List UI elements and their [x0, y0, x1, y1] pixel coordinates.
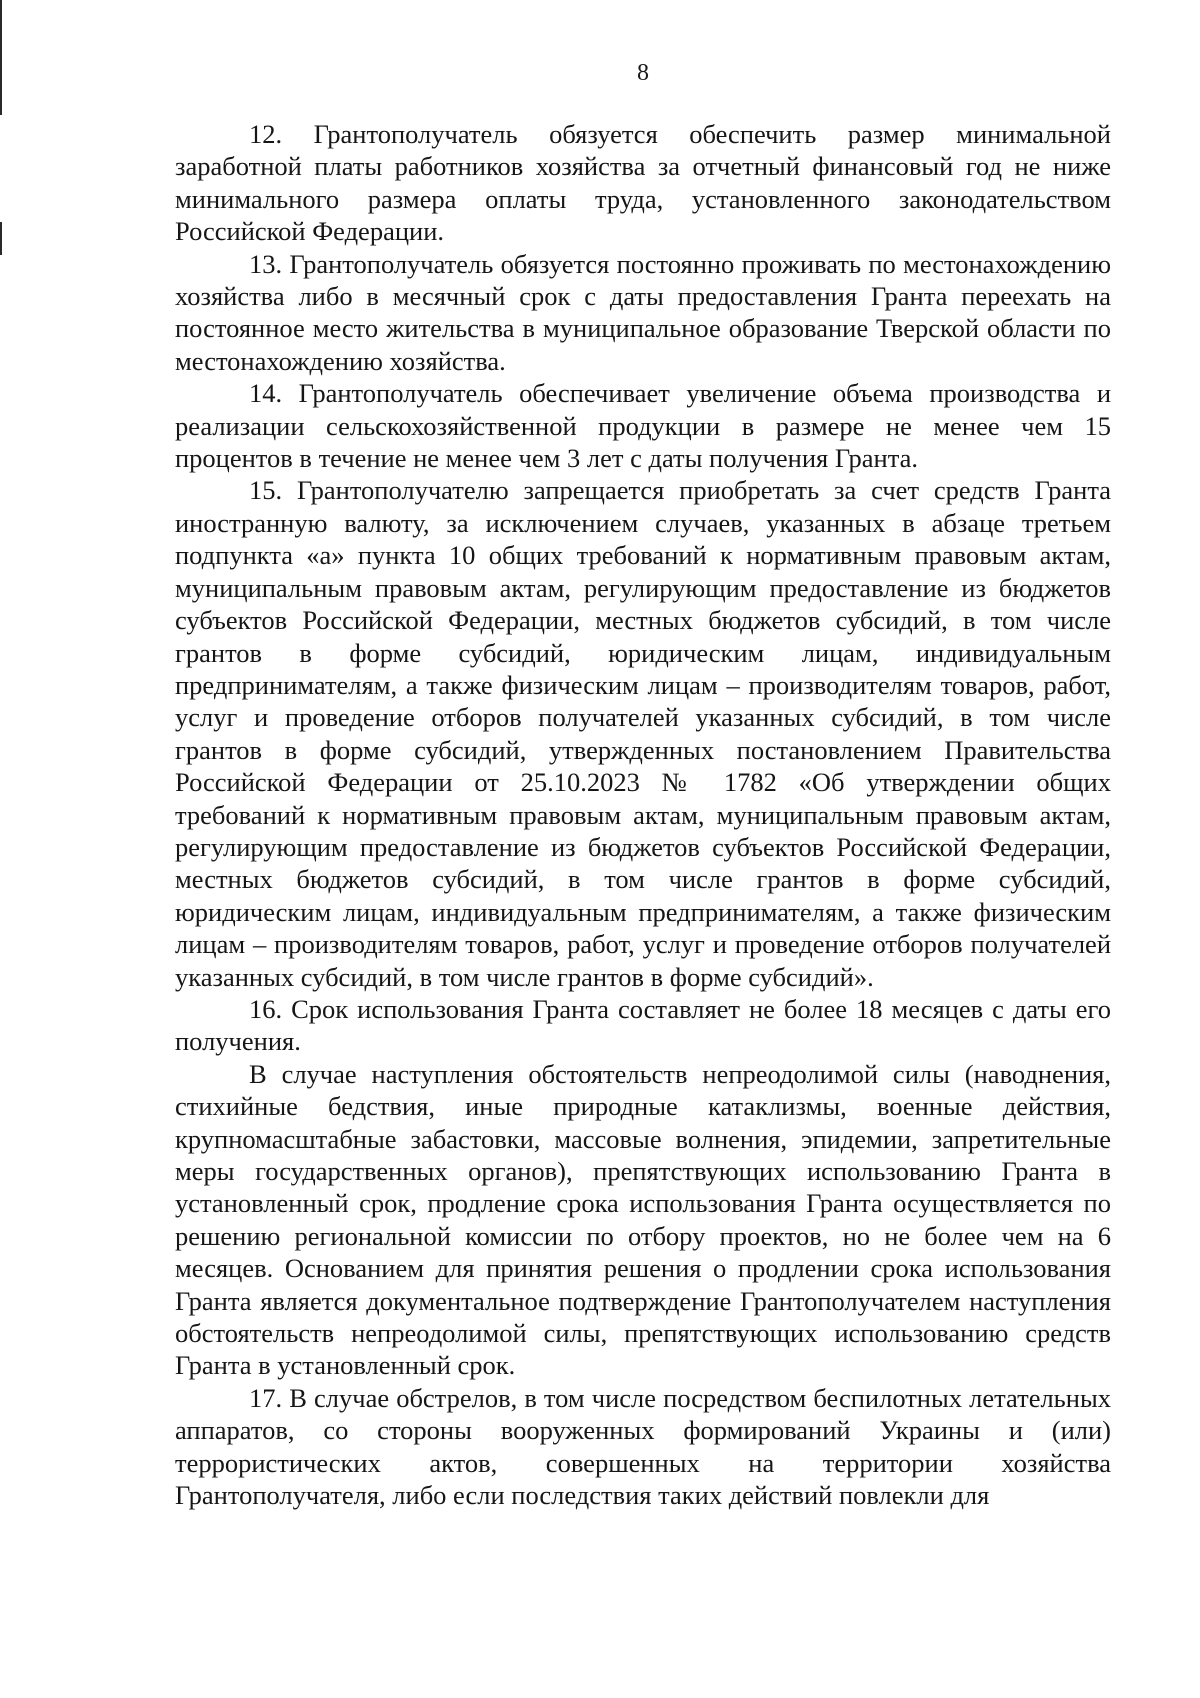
paragraph-13: 13. Грантополучатель обязуется постоянно проживать по местонахождению хозяйства либо в месячный срок с даты предоставления Гранта переехать на постоянное место жительства в муниципальное образование Тверской области по местонахождению хозяйства. [175, 248, 1111, 376]
paragraph-16: 16. Срок использования Гранта составляет не более 18 месяцев с даты его получения. [175, 993, 1111, 1057]
paragraph-16-force-majeure: В случае наступления обстоятельств непреодолимой силы (наводнения, стихийные бедствия, иные природные катаклизмы, военные действия, крупномасштабные забастовки, массовые волнения, эпидемии, запретительные меры государственных органов), препятствующих использованию Гранта в установленный срок, продление срока использования Гранта осуществляется по решению региональной комиссии по отбору проектов, но не более чем на 6 месяцев. Основанием для принятия решения о продлении срока использования Гранта является документальное подтверждение Грантополучателем наступления обстоятельств непреодолимой силы, препятствующих использованию средств Гранта в установленный срок. [175, 1058, 1111, 1381]
document-body [175, 118, 1111, 1511]
paragraph-15: 15. Грантополучателю запрещается приобретать за счет средств Гранта иностранную валюту, за исключением случаев, указанных в абзаце третьем подпункта «а» пункта 10 общих требований к нормативным правовым актам, муниципальным правовым актам, регулирующим предоставление из бюджетов субъектов Российской Федерации, местных бюджетов субсидий, в том числе грантов в форме субсидий, юридическим лицам, индивидуальным предпринимателям, а также физическим лицам – производителям товаров, работ, услуг и проведение отборов получателей указанных субсидий, в том числе грантов в форме субсидий, утвержденных постановлением Правительства Российской Федерации от 25.10.2023 № 1782 «Об утверждении общих требований к нормативным правовым актам, муниципальным правовым актам, регулирующим предоставление из бюджетов субъектов Российской Федерации, местных бюджетов субсидий, в том числе грантов в форме субсидий, юридическим лицам, индивидуальным предпринимателям, а также физическим лицам – производителям товаров, работ, услуг и проведение отборов получателей указанных субсидий, в том числе грантов в форме субсидий». [175, 475, 1111, 992]
scan-edge-mark [0, 0, 2, 115]
scan-edge-mark [0, 222, 2, 255]
paragraph-14: 14. Грантополучатель обеспечивает увеличение объема производства и реализации сельскохозяйственной продукции в размере не менее чем 15 процентов в течение не менее чем 3 лет с даты получения Гранта. [175, 378, 1111, 474]
page-number: 8 [637, 60, 649, 86]
paragraph-12: 12. Грантополучатель обязуется обеспечить размер минимальной заработной платы работников хозяйства за отчетный финансовый год не ниже минимального размера оплаты труда, установленного законодательством Российской Федерации. [175, 119, 1111, 247]
paragraph-17: 17. В случае обстрелов, в том числе посредством беспилотных летательных аппаратов, со стороны вооруженных формирований Украины и (или) террористических актов, совершенных на территории хозяйства Грантополучателя, либо если последствия таких действий повлекли для [175, 1382, 1111, 1511]
